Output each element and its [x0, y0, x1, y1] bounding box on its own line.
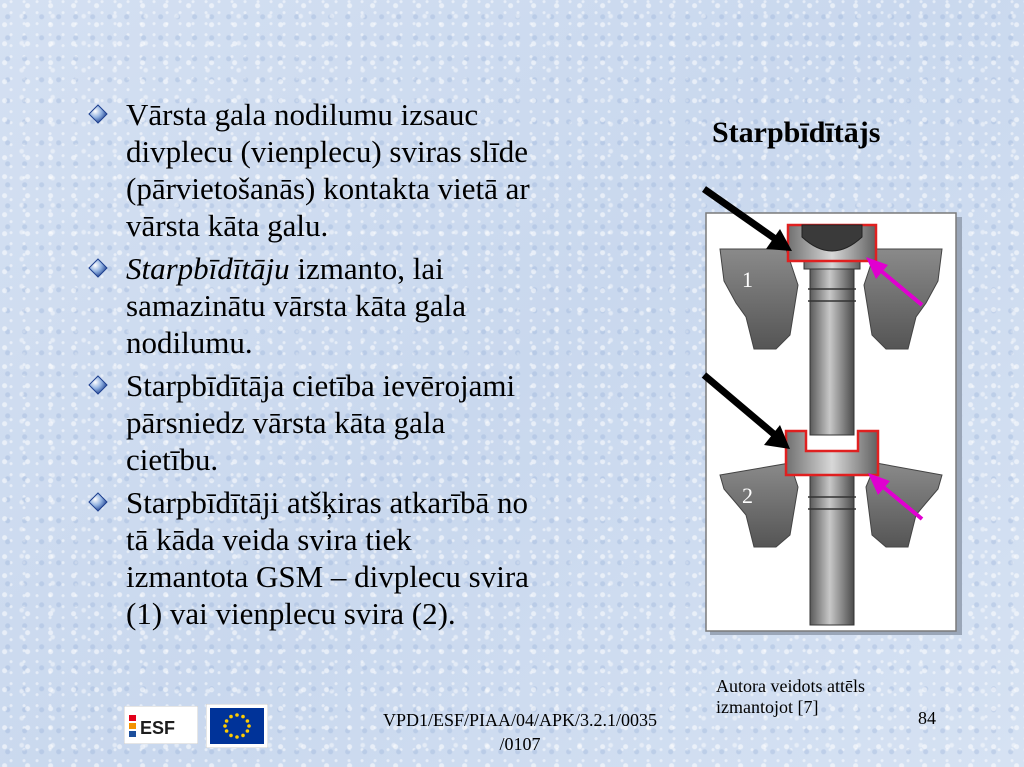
- bullet-text: [126, 251, 466, 360]
- diamond-bullet-icon: [88, 104, 108, 124]
- bullet-item: [86, 484, 686, 632]
- bullet-text: Vārsta gala nodilumu izsauc divplecu (vienplecu) sviras slīde (pārvietošanās) kontakta vietā ar vārsta kāta galu.: [126, 97, 530, 243]
- bullet-item: [86, 367, 686, 478]
- esf-logo-text: ESF: [140, 718, 176, 738]
- figure-caption: Autora veidots attēls izmantojot [7]: [716, 676, 865, 717]
- figure-label-2: 2: [742, 483, 753, 508]
- side-title: Starpbīdītājs: [712, 116, 881, 149]
- bullet-list: [86, 96, 686, 638]
- bullet-item: [86, 96, 686, 244]
- diamond-bullet-icon: [88, 492, 108, 512]
- bullet-text-rest: izmanto, lai samazinātu vārsta kāta gala nodilumu.: [126, 251, 466, 360]
- bullet-item: [86, 250, 686, 361]
- valve-spacer-figure: [690, 185, 970, 635]
- eu-flag-logo: [206, 704, 268, 748]
- esf-logo: [124, 706, 198, 744]
- footer-project-code: VPD1/ESF/PIAA/04/APK/3.2.1/0035 /0107: [382, 710, 658, 754]
- bullet-emphasis: Starpbīdītāju: [126, 251, 290, 286]
- page-number: 84: [918, 708, 936, 728]
- valve-stem: [810, 471, 854, 625]
- diamond-bullet-icon: [88, 375, 108, 395]
- bullet-text: Starpbīdītāji atšķiras atkarībā no tā kāda veida svira tiek izmantota GSM – divplecu svira (1) vai vienplecu svira (2).: [126, 485, 529, 631]
- bullet-text: Starpbīdītāja cietība ievērojami pārsniedz vārsta kāta gala cietību.: [126, 368, 516, 477]
- figure-label-1: 1: [742, 267, 753, 292]
- diamond-bullet-icon: [88, 258, 108, 278]
